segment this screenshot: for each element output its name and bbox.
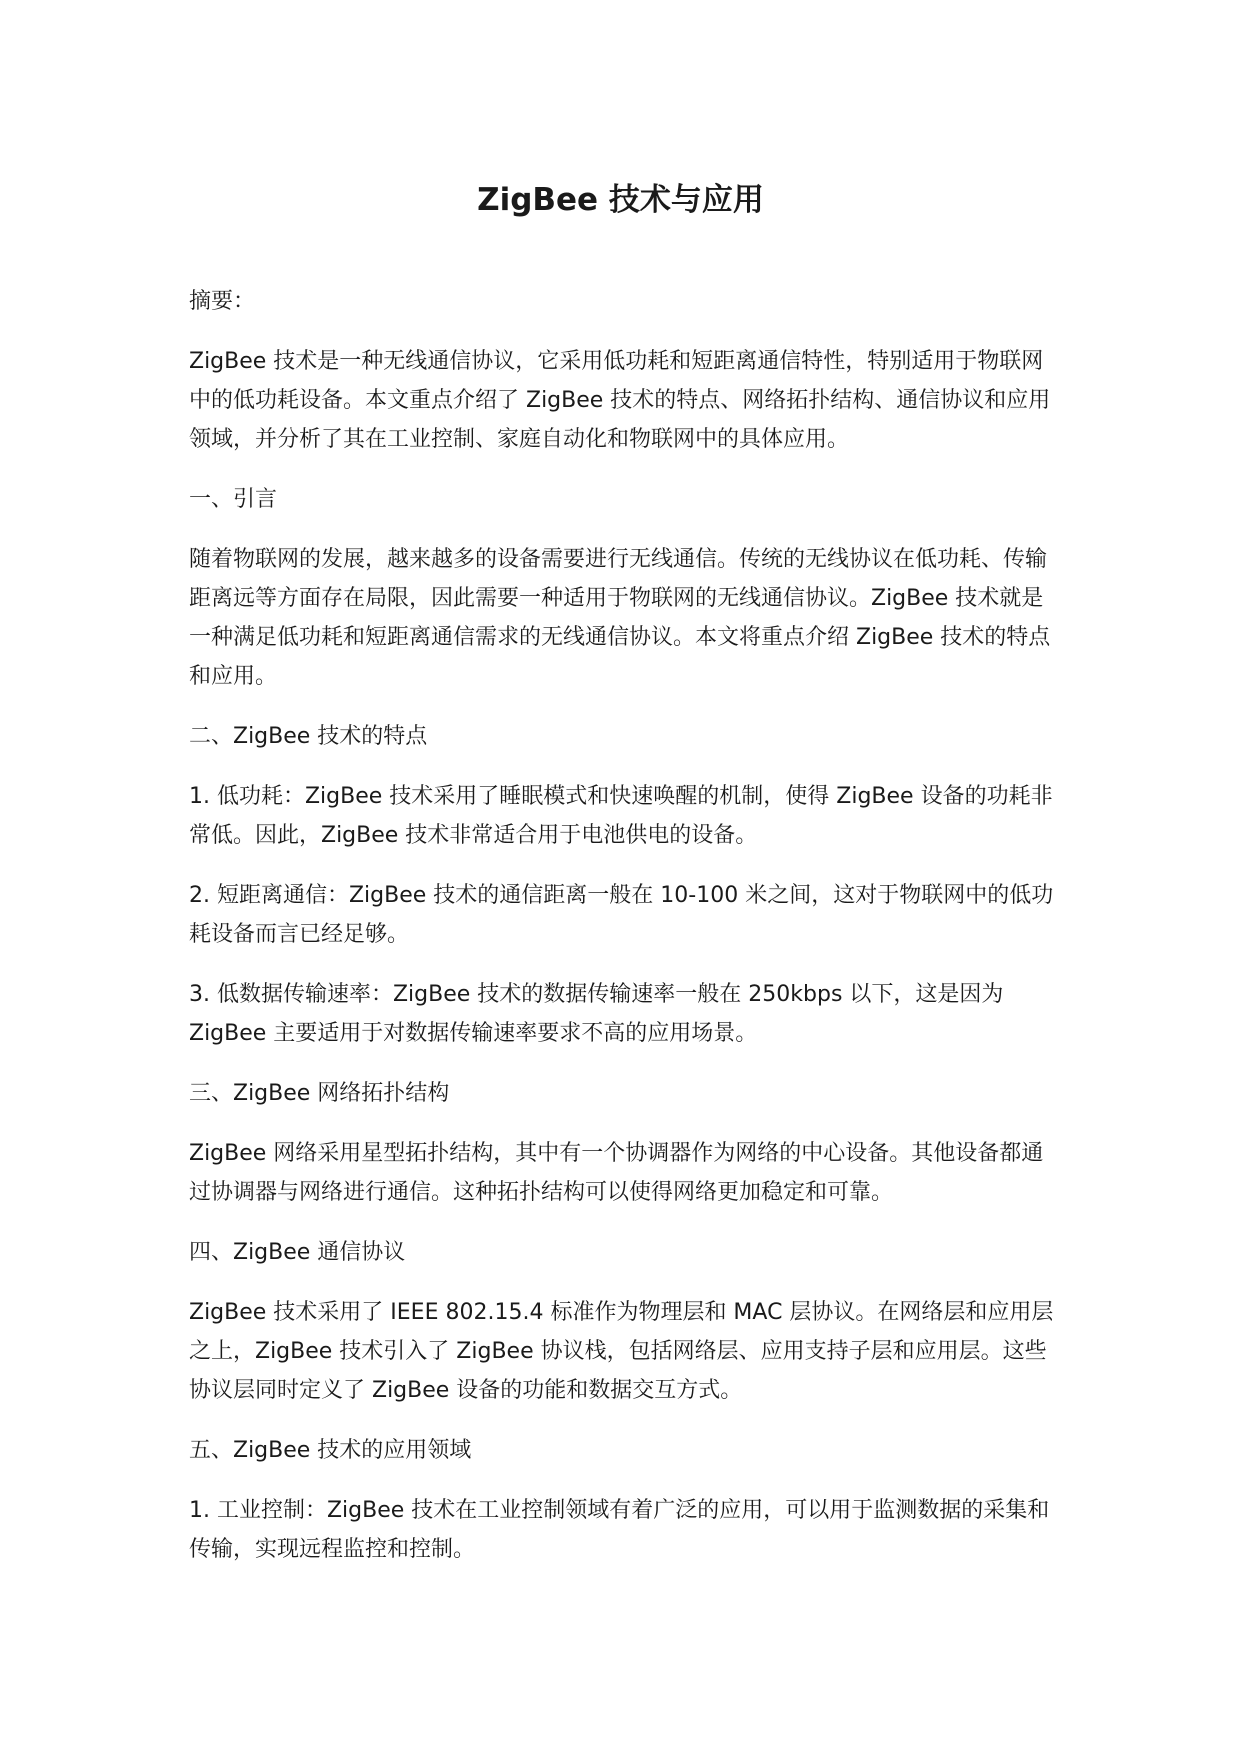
document-body <box>189 282 1059 1590</box>
section-heading-topology: 三、ZigBee 网络拓扑结构 <box>189 1081 450 1106</box>
feature-item-low-power: 1. 低功耗：ZigBee 技术采用了睡眠模式和快速唤醒的机制，使得 ZigBee 设备的功耗非常低。因此，ZigBee 技术非常适合用于电池供电的设备。 <box>189 784 1053 848</box>
protocol-paragraph: ZigBee 技术采用了 IEEE 802.15.4 标准作为物理层和 MAC 层协议。在网络层和应用层之上，ZigBee 技术引入了 ZigBee 协议栈，包括网络层、应用支持子层和应用层。这些协议层同时定义了 ZigBee 设备的功能和数据交互方式。 <box>189 1300 1054 1403</box>
section-heading-protocol: 四、ZigBee 通信协议 <box>189 1240 406 1265</box>
section-heading-features: 二、ZigBee 技术的特点 <box>189 724 428 749</box>
document-title: ZigBee 技术与应用 <box>477 182 764 218</box>
application-item-industrial: 1. 工业控制：ZigBee 技术在工业控制领域有着广泛的应用，可以用于监测数据的采集和传输，实现远程监控和控制。 <box>189 1498 1050 1562</box>
abstract-label: 摘要： <box>189 289 256 314</box>
feature-item-low-data-rate: 3. 低数据传输速率：ZigBee 技术的数据传输速率一般在 250kbps 以下，这是因为 ZigBee 主要适用于对数据传输速率要求不高的应用场景。 <box>189 982 1004 1046</box>
section-heading-applications: 五、ZigBee 技术的应用领域 <box>189 1438 472 1463</box>
abstract-paragraph: ZigBee 技术是一种无线通信协议，它采用低功耗和短距离通信特性，特别适用于物联网中的低功耗设备。本文重点介绍了 ZigBee 技术的特点、网络拓扑结构、通信协议和应用领域，并分析了其在工业控制、家庭自动化和物联网中的具体应用。 <box>189 349 1051 452</box>
feature-item-short-range: 2. 短距离通信：ZigBee 技术的通信距离一般在 10-100 米之间，这对于物联网中的低功耗设备而言已经足够。 <box>189 883 1054 947</box>
topology-paragraph: ZigBee 网络采用星型拓扑结构，其中有一个协调器作为网络的中心设备。其他设备都通过协调器与网络进行通信。这种拓扑结构可以使得网络更加稳定和可靠。 <box>189 1141 1044 1205</box>
section-heading-introduction: 一、引言 <box>189 487 278 512</box>
introduction-paragraph: 随着物联网的发展，越来越多的设备需要进行无线通信。传统的无线协议在低功耗、传输距离远等方面存在局限，因此需要一种适用于物联网的无线通信协议。ZigBee 技术就是一种满足低功耗和短距离通信需求的无线通信协议。本文将重点介绍 ZigBee 技术的特点和应用。 <box>189 547 1051 689</box>
